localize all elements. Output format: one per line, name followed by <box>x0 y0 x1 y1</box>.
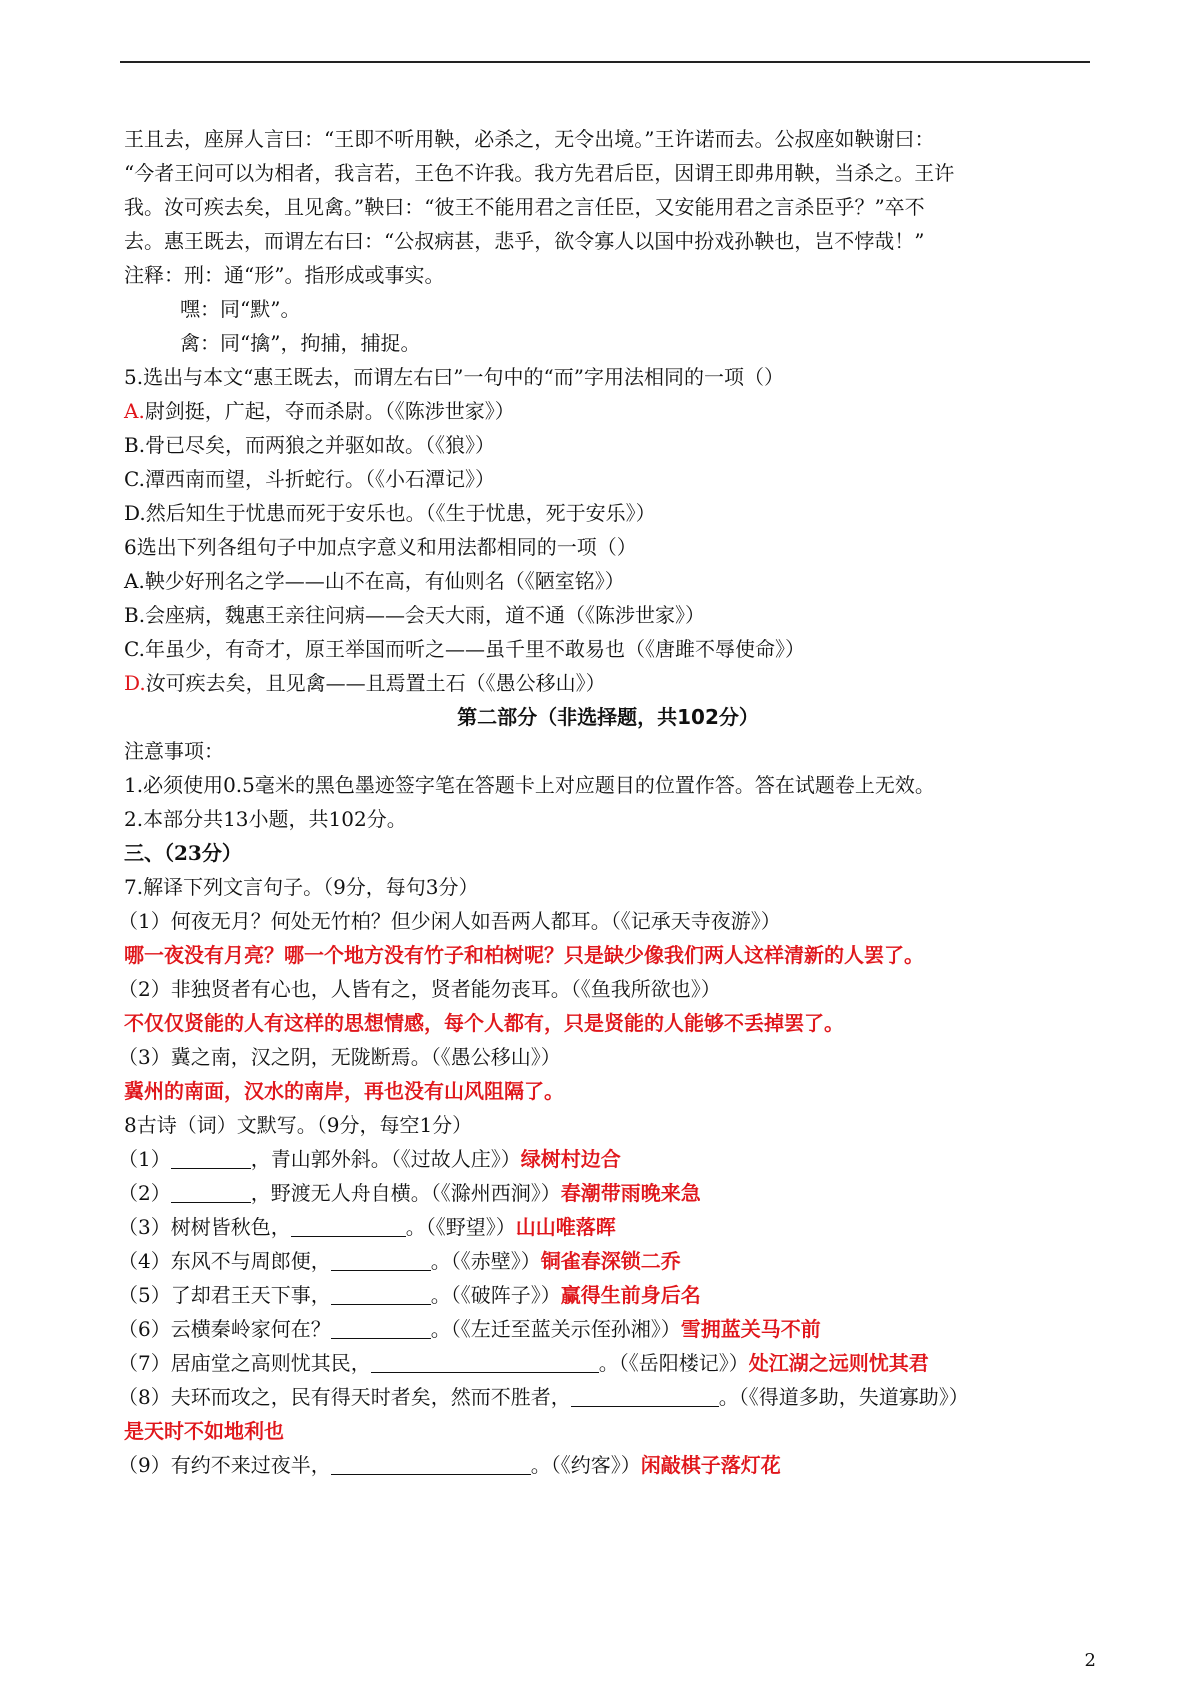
q8-item <box>118 1448 1092 1482</box>
item-post: 。（《野望》） <box>405 1215 516 1239</box>
q7-stem: 7.解译下列文言句子。（9分，每句3分） <box>124 875 479 899</box>
item-number: （6） <box>118 1317 171 1341</box>
filled-answer: 处江湖之远则忧其君 <box>748 1351 929 1375</box>
item-post: 。（《约客》） <box>530 1453 641 1477</box>
note-item: 刑：通“形”。指形成或事实。 <box>184 263 445 287</box>
q5-option-c <box>124 462 1092 496</box>
item-pre: 东风不与周郎便， <box>170 1249 331 1273</box>
item-pre: 居庙堂之高则忧其民， <box>170 1351 371 1375</box>
filled-answer: 雪拥蓝关马不前 <box>680 1317 821 1341</box>
q7-answer: 不仅仅贤能的人有这样的思想情感，每个人都有，只是贤能的人能够不丢掉罢了。 <box>124 1011 844 1035</box>
option-text: 骨已尽矣，而两狼之并驱如故。（《狼》） <box>145 433 496 457</box>
item-number: （8） <box>118 1385 171 1409</box>
q6-option-d <box>124 666 1092 700</box>
answer-blank <box>331 1452 531 1475</box>
q8-item <box>118 1346 1092 1380</box>
notice-item: 2.本部分共13小题，共102分。 <box>124 807 407 831</box>
part2-title: 第二部分（非选择题，共102分） <box>457 705 759 729</box>
answer-blank <box>571 1384 719 1407</box>
item-number: （4） <box>118 1249 171 1273</box>
q6-option-b <box>124 598 1092 632</box>
option-letter: C. <box>124 637 145 661</box>
option-letter: A. <box>124 399 145 423</box>
q6-option-a <box>124 564 1092 598</box>
filled-answer: 铜雀春深锁二乔 <box>540 1249 681 1273</box>
filled-answer: 赢得生前身后名 <box>560 1283 701 1307</box>
option-text: 会座病，魏惠王亲往问病——会天大雨，道不通（《陈涉世家》） <box>145 603 706 627</box>
answer-blank <box>331 1248 431 1271</box>
filled-answer: 是天时不如地利也 <box>124 1419 284 1443</box>
header-rule <box>120 61 1090 63</box>
page-content <box>118 122 1092 1482</box>
item-number: （2） <box>118 1181 171 1205</box>
option-letter: D. <box>124 671 146 695</box>
item-pre: 云横秦岭家何在？ <box>170 1317 331 1341</box>
q7-item: （2）非独贤者有心也，人皆有之，贤者能勿丧耳。（《鱼我所欲也》） <box>118 977 721 1001</box>
page-number: 2 <box>1084 1650 1096 1671</box>
option-text: 尉剑挺，广起，夺而杀尉。（《陈涉世家》） <box>144 399 515 423</box>
answer-blank <box>171 1146 251 1169</box>
answer-blank <box>331 1282 431 1305</box>
filled-answer: 绿树村边合 <box>520 1147 621 1171</box>
option-letter: B. <box>124 433 146 457</box>
q8-item <box>118 1176 1092 1210</box>
q8-item <box>118 1278 1092 1312</box>
passage-line: 我。汝可疾去矣，且见禽。”鞅曰：“彼王不能用君之言任臣，又安能用君之言杀臣乎？”卒不 <box>124 195 925 219</box>
q6-option-c <box>124 632 1092 666</box>
q5-option-a <box>124 394 1092 428</box>
item-post: 。（《左迁至蓝关示侄孙湘》） <box>430 1317 681 1341</box>
filled-answer: 闲敲棋子落灯花 <box>640 1453 781 1477</box>
answer-blank <box>171 1180 251 1203</box>
option-text: 然后知生于忧患而死于安乐也。（《生于忧患，死于安乐》） <box>145 501 656 525</box>
q7-item: （3）冀之南，汉之阴，无陇断焉。（《愚公移山》） <box>118 1045 561 1069</box>
item-post: 。（《岳阳楼记》） <box>598 1351 749 1375</box>
answer-blank <box>291 1214 406 1237</box>
item-post: 。（《得道多助，失道寡助》） <box>718 1385 969 1409</box>
option-text: 鞅少好刑名之学——山不在高，有仙则名（《陋室铭》） <box>144 569 625 593</box>
option-text: 汝可疾去矣，且见禽——且焉置土石（《愚公移山》） <box>145 671 606 695</box>
passage-line: “今者王问可以为相者，我言若，王色不许我。我方先君后臣，因谓王即弗用鞅，当杀之。王许 <box>124 161 955 185</box>
item-post: 。（《赤壁》） <box>430 1249 541 1273</box>
note-item: 嘿：同“默”。 <box>180 297 301 321</box>
passage-line: 王且去，座屏人言曰：“王即不听用鞅，必杀之，无令出境。”王许诺而去。公叔座如鞅谢曰： <box>124 127 935 151</box>
passage-line: 去。惠王既去，而谓左右曰：“公叔病甚，悲乎，欲令寡人以国中扮戏孙鞅也，岂不悖哉！” <box>124 229 925 253</box>
item-pre: 树树皆秋色， <box>170 1215 291 1239</box>
q7-item: （1）何夜无月？何处无竹柏？但少闲人如吾两人都耳。（《记承天寺夜游》） <box>118 909 781 933</box>
notes-label: 注释： <box>124 263 184 287</box>
q8-item <box>118 1312 1092 1346</box>
q7-answer: 哪一夜没有月亮？哪一个地方没有竹子和柏树呢？只是缺少像我们两人这样清新的人罢了。 <box>124 943 924 967</box>
note-item: 禽：同“擒”，拘捕，捕捉。 <box>180 331 421 355</box>
item-pre: 夫环而攻之，民有得天时者矣，然而不胜者， <box>170 1385 571 1409</box>
q8-stem: 8古诗（词）文默写。（9分，每空1分） <box>124 1113 473 1137</box>
item-post: 。（《破阵子》） <box>430 1283 561 1307</box>
item-number: （9） <box>118 1453 171 1477</box>
section-heading: 三、（23分） <box>124 841 242 865</box>
q8-item <box>118 1244 1092 1278</box>
item-post: ，野渡无人舟自横。（《滁州西涧》） <box>250 1181 561 1205</box>
item-number: （1） <box>118 1147 171 1171</box>
option-letter: A. <box>124 569 145 593</box>
q7-answer: 冀州的南面，汉水的南岸，再也没有山风阻隔了。 <box>124 1079 564 1103</box>
notice-item: 1.必须使用0.5毫米的黑色墨迹签字笔在答题卡上对应题目的位置作答。答在试题卷上无效。 <box>124 773 935 797</box>
q5-stem: 5.选出与本文“惠王既去，而谓左右曰”一句中的“而”字用法相同的一项（） <box>124 365 784 389</box>
option-text: 年虽少，有奇才，原王举国而听之——虽千里不敢易也（《唐雎不辱使命》） <box>144 637 805 661</box>
notice-label: 注意事项： <box>124 739 224 763</box>
item-post: ，青山郭外斜。（《过故人庄》） <box>250 1147 521 1171</box>
q5-option-d <box>124 496 1092 530</box>
q8-item <box>118 1142 1092 1176</box>
item-number: （7） <box>118 1351 171 1375</box>
q8-item <box>118 1210 1092 1244</box>
filled-answer: 春潮带雨晚来急 <box>560 1181 701 1205</box>
q8-item <box>118 1380 1092 1414</box>
answer-blank <box>331 1316 431 1339</box>
q5-option-b <box>124 428 1092 462</box>
q6-stem: 6选出下列各组句子中加点字意义和用法都相同的一项（） <box>124 535 637 559</box>
option-text: 潭西南而望，斗折蛇行。（《小石潭记》） <box>144 467 495 491</box>
note-line <box>124 258 1092 292</box>
answer-blank <box>371 1350 599 1373</box>
option-letter: C. <box>124 467 145 491</box>
option-letter: D. <box>124 501 146 525</box>
item-number: （5） <box>118 1283 171 1307</box>
filled-answer: 山山唯落晖 <box>515 1215 616 1239</box>
item-pre: 有约不来过夜半， <box>170 1453 331 1477</box>
item-number: （3） <box>118 1215 171 1239</box>
item-pre: 了却君王天下事， <box>170 1283 331 1307</box>
option-letter: B. <box>124 603 146 627</box>
